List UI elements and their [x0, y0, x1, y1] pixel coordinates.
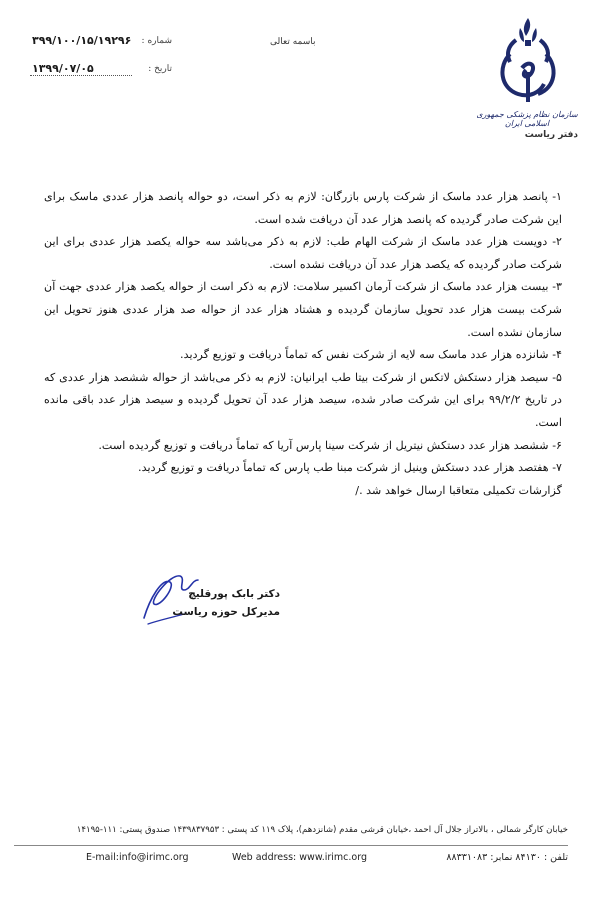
- body-paragraph: ۵- سیصد هزار دستکش لاتکس از شرکت بیتا طب ایرانیان: لازم به ذکر می‌باشد از حواله ششصد هزار عددی که در تاریخ ۹۹/۲/۲ برای این شرکت صادر شده، سیصد هزار عدد آن تحویل گردیده و سیصد هزار عدد باقی مانده است.: [44, 370, 562, 429]
- caduceus-emblem-icon: [490, 14, 566, 106]
- letter-number-value: ۳۹۹/۱۰۰/۱۵/۱۹۲۹۶: [32, 34, 132, 47]
- body-paragraph: ۶- ششصد هزار عدد دستکش نیتریل از شرکت سینا پارس آریا که تماماً دریافت و توزیع گردیده است.: [98, 438, 562, 452]
- body-paragraph: گزارشات تکمیلی متعاقبا ارسال خواهد شد ./: [355, 483, 562, 497]
- organization-name: سازمان نظام پزشکی جمهوری اسلامی ایران: [476, 110, 578, 128]
- body-paragraph: ۲- دویست هزار عدد ماسک از شرکت الهام طب: لازم به ذکر می‌باشد سه حواله یکصد هزار عددی برای این شرکت صادر گردیده که یکصد هزار عدد آن دریافت نشده است.: [44, 235, 562, 271]
- organization-logo: [472, 14, 582, 144]
- footer-phone: تلفن : ۸۴۱۳۰ نمابر: ۸۸۳۳۱۰۸۳: [446, 852, 568, 863]
- footer-website: Web address: www.irimc.org: [232, 852, 367, 863]
- date-dotted-line: [30, 75, 132, 76]
- body-paragraph: ۱- پانصد هزار عدد ماسک از شرکت پارس بازرگان: لازم به ذکر است، دو حواله پانصد هزار عددی ماسک برای این شرکت صادر گردیده که پانصد هزار عدد آن دریافت شده است.: [44, 190, 562, 226]
- letter-body: [44, 186, 562, 502]
- letter-number: [22, 34, 172, 52]
- signatory-name: دکتر بابک پورقلیچ: [188, 588, 280, 600]
- body-paragraph: ۷- هفتصد هزار عدد دستکش وینیل از شرکت مبنا طب پارس که تماماً دریافت و توزیع گردید.: [138, 461, 562, 475]
- letter-date-value: ۱۳۹۹/۰۷/۰۵: [32, 62, 94, 75]
- footer-contact: [20, 852, 568, 868]
- footer-divider: [14, 845, 568, 846]
- footer-email: E-mail:info@irimc.org: [86, 852, 189, 863]
- letter-date: [22, 62, 172, 80]
- letter-heading: باسمه تعالی: [270, 37, 316, 47]
- signatory-title: مدیرکل حوزه ریاست: [172, 606, 280, 618]
- office-name: دفتر ریاست: [524, 130, 578, 140]
- body-paragraph: ۳- بیست هزار عدد ماسک از شرکت آرمان اکسیر سلامت: لازم به ذکر است از حواله یکصد هزار عددی جهت آن شرکت بیست هزار عدد تحویل سازمان گردیده و هشتاد هزار عدد از حواله صد هزار عددی هنوز تحویل این سازمان نشده است.: [44, 280, 562, 339]
- letter-date-label: تاریخ :: [148, 64, 172, 74]
- signature-block: [140, 568, 280, 628]
- letter-number-label: شماره :: [141, 36, 172, 46]
- body-paragraph: ۴- شانزده هزار عدد ماسک سه لایه از شرکت نفس که تماماً دریافت و توزیع گردید.: [180, 348, 562, 362]
- footer-address: خیابان کارگر شمالی ، بالاتراز جلال آل احمد ،خیابان قرشی مقدم (شانزدهم)، پلاک ۱۱۹ کد پستی : ۱۴۳۹۸۳۷۹۵۳ صندوق پستی: ۱۱۱-۱۴۱۹۵: [76, 825, 568, 835]
